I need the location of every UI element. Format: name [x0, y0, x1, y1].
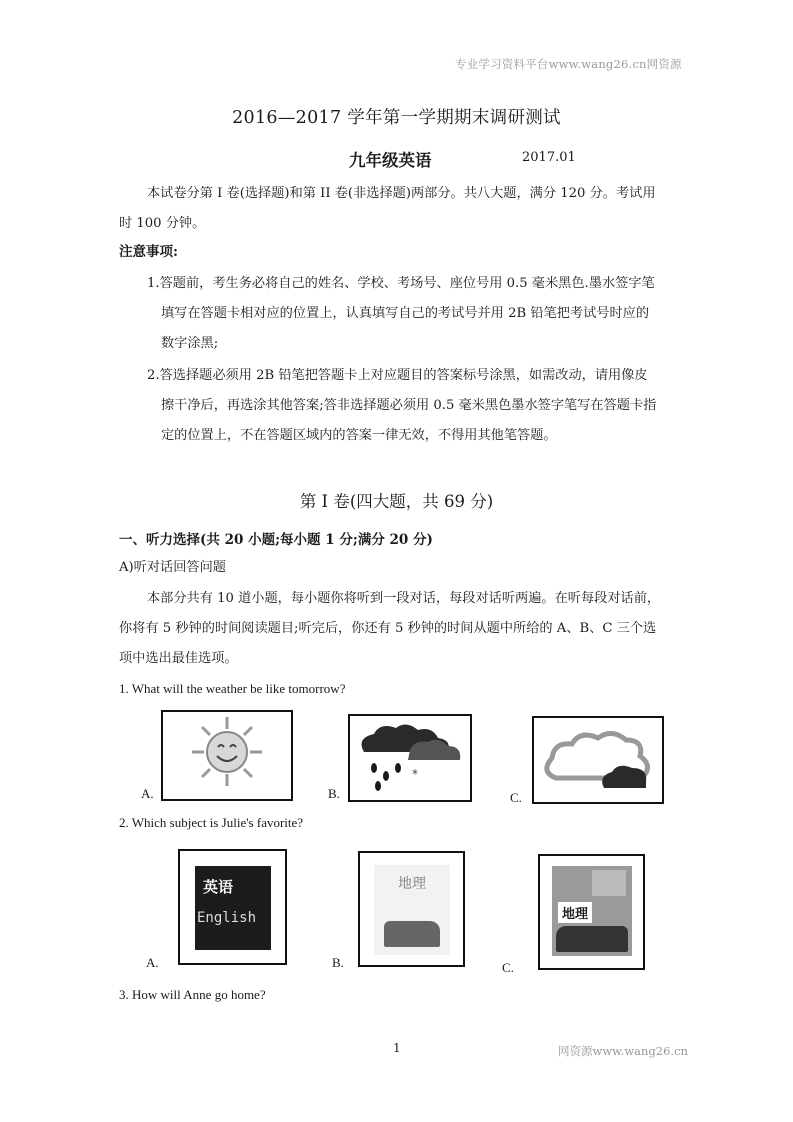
q2-option-c-image — [502, 854, 645, 975]
q1-option-c-image — [510, 716, 664, 805]
english-book-icon — [195, 866, 271, 950]
header-watermark: 专业学习资料平台www.wang26.cn网资源 — [455, 57, 682, 71]
q1-option-b-label: B. — [328, 786, 340, 801]
q1-option-b-image — [328, 714, 472, 802]
notice-2-line-2: 擦干净后，再选涂其他答案;答非选择题必须用 0.5 毫米黑色墨水签字笔写在答题卡指 — [161, 398, 657, 413]
exam-subject: 九年级英语 — [349, 151, 432, 170]
geography-book-title: 地理 — [558, 902, 592, 923]
book-b-title: 地理 — [398, 876, 426, 892]
svg-text:*: * — [412, 767, 418, 781]
exam-title: 2016—2017 学年第一学期期末调研测试 — [232, 108, 561, 128]
notice-1-line-1: 1.答题前，考生务必将自己的姓名、学校、考场号、座位号用 0.5 毫米黑色.墨水签字笔 — [147, 276, 655, 291]
instruction-line-2: 你将有 5 秒钟的时间阅读题目;听完后，你还有 5 秒钟的时间从题中所给的 A、B、C 三个选 — [119, 621, 657, 636]
cloudy-icon — [534, 718, 662, 802]
q2-option-a-image — [146, 849, 287, 970]
notice-2-line-1: 2.答选择题必须用 2B 铅笔把答题卡上对应题目的答案标号涂黑，如需改动，请用像皮 — [147, 368, 648, 383]
q1-option-c-label: C. — [510, 790, 522, 805]
notice-2-line-3: 定的位置上，不在答题区域内的答案一律无效，不得用其他笔答题。 — [161, 428, 557, 443]
english-book-subtitle: English — [197, 910, 257, 926]
english-book-title: 英语 — [203, 878, 234, 896]
footer-watermark: 网资源www.wang26.cn — [558, 1044, 688, 1058]
page-number: 1 — [393, 1041, 401, 1055]
q1-option-a-image — [141, 710, 293, 801]
book-b-icon — [374, 865, 450, 955]
instruction-line-3: 项中选出最佳选项。 — [119, 651, 238, 666]
question-1: 1. What will the weather be like tomorrow? — [119, 681, 346, 696]
intro-line-1: 本试卷分第 I 卷(选择题)和第 II 卷(非选择题)两部分。共八大题，满分 120 分。考试用 — [147, 186, 656, 201]
question-2: 2. Which subject is Julie's favorite? — [119, 815, 304, 830]
part-1-title: 第 I 卷(四大题，共 69 分) — [299, 492, 494, 511]
section-a-label: A)听对话回答问题 — [119, 560, 226, 575]
exam-date: 2017.01 — [522, 150, 576, 165]
instruction-line-1: 本部分共有 10 道小题，每小题你将听到一段对话，每段对话听两遍。在听每段对话前， — [147, 591, 661, 606]
section-1-heading: 一、听力选择(共 20 小题;每小题 1 分;满分 20 分) — [119, 532, 433, 548]
q2-option-c-label: C. — [502, 960, 514, 975]
question-3: 3. How will Anne go home? — [119, 987, 266, 1002]
q1-option-a-label: A. — [141, 786, 154, 801]
q2-option-b-image — [332, 851, 465, 970]
q2-option-b-label: B. — [332, 955, 344, 970]
sun-icon — [163, 712, 291, 799]
notice-1-line-2: 填写在答题卡相对应的位置上，认真填写自己的考试号并用 2B 铅笔把考试号时应的 — [161, 306, 650, 321]
rain-cloud-icon — [350, 716, 470, 800]
notice-heading: 注意事项: — [119, 244, 178, 260]
q2-option-a-label: A. — [146, 955, 159, 970]
geography-book-icon — [552, 866, 632, 956]
notice-1-line-3: 数字涂黑; — [161, 336, 219, 351]
intro-line-2: 时 100 分钟。 — [119, 216, 206, 231]
